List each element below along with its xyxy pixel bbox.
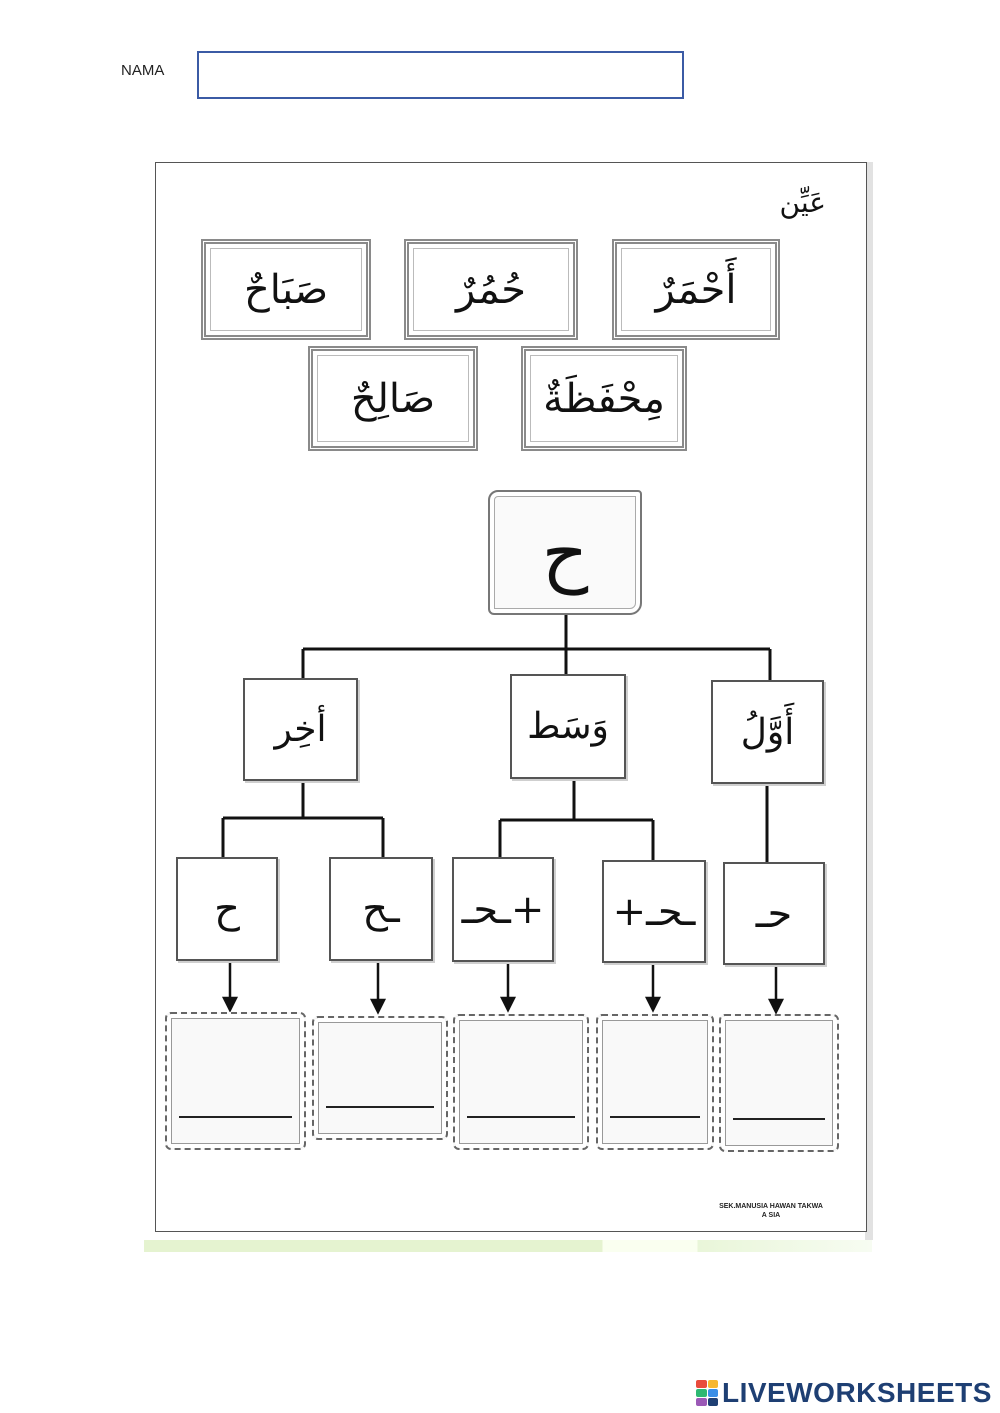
position-first-label: أَوَّلُ <box>740 711 795 753</box>
instruction-text: عَيِّن <box>779 186 826 219</box>
form-box-3 <box>452 857 554 962</box>
form-box-1 <box>176 857 278 961</box>
answer-input-3[interactable] <box>467 1086 575 1118</box>
position-box-first <box>711 680 824 784</box>
form-box-5 <box>723 862 825 965</box>
position-last-label: أخِر <box>274 709 327 750</box>
answer-input-5[interactable] <box>733 1088 825 1120</box>
main-letter: ح <box>541 510 589 595</box>
answer-input-2[interactable] <box>326 1076 434 1108</box>
word-ahmar: أَحْمَرٌ <box>655 266 737 313</box>
liveworksheets-brand[interactable] <box>696 1376 992 1410</box>
form-box-4 <box>602 860 706 963</box>
form-label-1: ح <box>214 886 240 932</box>
footer-note: SEK.MANUSIA HAWAN TAKWA A SIA <box>719 1203 823 1219</box>
form-label-5: حـ <box>755 890 793 937</box>
position-box-last <box>243 678 358 781</box>
logo-tile-1 <box>696 1380 707 1388</box>
form-box-2 <box>329 857 433 961</box>
answer-box-3 <box>453 1014 589 1150</box>
answer-box-5 <box>719 1014 839 1152</box>
main-letter-scroll <box>488 490 642 615</box>
answer-input-1[interactable] <box>179 1086 292 1118</box>
brand-name: LIVEWORKSHEETS <box>722 1377 992 1408</box>
name-label: NAMA <box>121 62 165 79</box>
logo-tile-4 <box>708 1389 719 1397</box>
liveworksheets-logo-icon <box>696 1380 718 1406</box>
answer-box-4 <box>596 1014 714 1150</box>
logo-tile-3 <box>696 1389 707 1397</box>
logo-tile-6 <box>708 1398 719 1406</box>
word-salih: صَالِحٌ <box>350 375 436 422</box>
answer-input-4[interactable] <box>610 1086 700 1118</box>
logo-tile-5 <box>696 1398 707 1406</box>
position-middle-label: وَسَط <box>527 706 609 747</box>
position-box-middle <box>510 674 626 779</box>
logo-tile-2 <box>708 1380 719 1388</box>
answer-box-1 <box>165 1012 306 1150</box>
word-humur: حُمُرٌ <box>456 266 526 313</box>
word-sabah: صَبَاحٌ <box>243 266 329 313</box>
word-mihfazah: مِحْفَظَةٌ <box>543 375 665 422</box>
form-label-4: ـحـ+ <box>612 888 696 935</box>
form-label-2: ـح <box>362 886 400 932</box>
form-label-3: +ـحـ <box>461 886 545 933</box>
answer-box-2 <box>312 1016 448 1140</box>
